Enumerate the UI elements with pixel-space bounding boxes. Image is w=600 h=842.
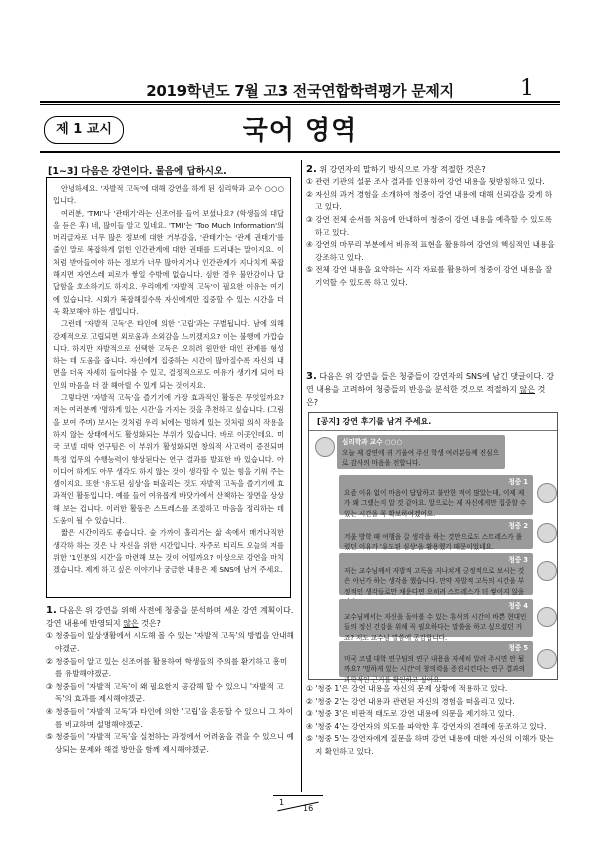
total-pages: 16 (303, 804, 314, 813)
comment-bubble (339, 599, 533, 642)
answer-option[interactable]: ④ '청중 4'는 강연자의 의도를 파악한 후 강연자의 견해에 동조하고 있다. (306, 721, 547, 731)
answer-option[interactable]: ② 청중들이 알고 있는 신조어를 활용하여 학생들의 주의를 환기하고 흥미를 유발해야겠군. (46, 656, 288, 679)
passage-paragraph: 안녕하세요. '자발적 고독'에 대해 강연을 하게 된 심리학과 교수 ○○○입니다. (53, 184, 284, 206)
stem-underlined: 않은 (123, 619, 139, 629)
header-rule (40, 101, 560, 103)
comment-text: 미국 코넬 대학 연구팀의 연구 내용을 자세히 알려 주시면 안 될까요? '멍하게 있는 시간'이 창의력을 증진시킨다는 연구 결과의 과학적인 근거를 확인하고 싶어요. (344, 654, 526, 684)
audience-avatar-icon (537, 607, 557, 627)
comment-text: 겨울 방학 때 여행을 갈 생각을 하는 것만으로도 스트레스가 풀렸던 이유가 '유도된 심상'을 활용했기 때문이었네요. (344, 532, 523, 551)
question-number: 3. (306, 371, 317, 382)
answer-option[interactable]: ① 청중들이 일상생활에서 시도해 볼 수 있는 '자발적 고독'의 방법을 안내해야겠군. (46, 631, 294, 653)
session-badge: 제 1 교시 (44, 116, 124, 144)
question-2 (306, 163, 556, 290)
comment-author: 청중 2 (508, 522, 528, 530)
current-page: 1 (279, 798, 285, 807)
answer-option[interactable]: ① 관련 기관의 설문 조사 결과를 인용하여 강연 내용을 뒷받침하고 있다. (306, 177, 545, 187)
passage-paragraph: 여러분, 'TMI'나 '관태기'라는 신조어를 들어 보셨나요? (학생들의 대답을 듣은 후) 네, 많이들 알고 있네요. 'TMI'는 'Too Much Information'의 머리글자로 너무 많은 정보에 대한 거부감을, '관태기'는 '관계 권태기'를 줄인 말로 복잡하게 얽힌 인간관계에 대한 권태를 드러내는 말이지요. 이처럼 받아들여야 하는 정보가 너무 많아지거나 인간관계가 지나치게 복잡해지면 자연스레 피로가 쌓일 수밖에 없습니다. 심한 경우 불안감이나 답답함을 호소하기도 하지요. 우리에게 '자발적 고독'이 필요한 이유는 여기에 있습니다. 시회가 복잡해질수록 자신에게만 집중할 수 있는 시간을 더욱 확보해야 하는 셈입니다. (53, 208, 284, 316)
column-divider (301, 160, 302, 792)
question-3-options (306, 683, 556, 759)
question-stem (46, 604, 294, 630)
answer-option[interactable]: ④ 강연의 마무리 부분에서 비유적 표현을 활용하여 강연의 핵심적인 내용을 강조하고 있다. (306, 240, 555, 262)
stem-end: 것은? (306, 385, 546, 408)
sns-comment-box (308, 412, 558, 684)
passage-paragraph: 그렇다면 '자발적 고독'을 즐기기에 가장 효과적인 활동은 무엇일까요? 저는 여러분께 '명하게 있는 시간'을 가지는 것을 추천하고 싶습니다. (그림을 보여 주며) 보시는 것처럼 우리 뇌에는 멍하게 있는 것처럼 의식 작용을 하지 않는 상태에서도 활성화되는 부위가 있습니다. 바로 이곳인데요. 미국 코넬 대학 연구팀은 이 부위가 활성화되면 창의적 사고력이 증진되며 특정 업무의 수행능력이 향상된다는 연구 결과를 발표한 바 있습니다. 아이디어 하게도 아무 생각도 하지 않는 것이 생각할 수 있는 힘을 기워 주는 셈이지요. 또한 '유도된 심상'을 떠올리는 것도 자발적 고독을 즐기기에 효과적인 활동입니다. 예를 들어 여유롭게 바닷가에서 산책하는 장면을 상상해 보는 겁니다. 이러한 활동은 스트레스를 조절하고 마음을 정리하는 데 도움이 될 수 있습니다. (53, 393, 284, 526)
comment-text: 요즘 이유 없이 마음이 답답하고 불안한 적이 많았는데, 이제 제가 왜 그랬는지 알 것 같아요. 앞으로는 제 자신에게만 집중할 수 있는 시간을 꼭 확보하여겠어요. (344, 488, 527, 518)
stem-text: 위 강연자의 말하기 방식으로 가장 적절한 것은? (319, 165, 486, 174)
question-number: 1. (46, 605, 57, 616)
answer-option[interactable]: ③ 청중들이 '자발적 고독'이 왜 필요한지 공감해 할 수 있으니 '자발적 고독'의 효과를 제시해야겠군. (46, 681, 284, 704)
comment-author: 청중 3 (508, 556, 528, 564)
answer-option[interactable]: ⑤ 전체 강연 내용을 요약하는 시각 자료를 활용하여 청중이 강연 내용을 잘 기억할 수 있도록 하고 있다. (306, 265, 553, 287)
subject-title: 국어 영역 (242, 116, 358, 146)
subject-rule (40, 151, 560, 153)
audience-avatar-icon (537, 523, 557, 543)
answer-option[interactable]: ② '청중 2'는 강연 내용과 관련된 자신의 경험을 떠올리고 있다. (306, 696, 515, 706)
comment-bubble (339, 641, 533, 684)
passage-paragraph: 그런데 '자발적 고독'은 타인에 의한 '고립'과는 구별됩니다. 남에 의해 강제적으로 고립되면 외로움과 소외감을 느끼겠지요? 이는 불행에 가깝습니다. 하지만 자발적으로 선택한 고독은 오히려 원만한 대인 관계를 형성하는 데 도움을 줍니다. 자신에게 집중하는 시간이 많아질수록 자신의 내면을 더욱 자세히 들여다볼 수 있고, 결정적으로도 여유가 생기게 되어 타인의 마음을 더 잘 헤아릴 수 있게 되는 것이지요. (53, 319, 284, 390)
answer-option[interactable]: ① '청중 1'은 강연 내용을 자신의 문제 상황에 적용하고 있다. (306, 684, 508, 693)
footer-rule (273, 795, 323, 796)
professor-name: 심리학과 교수 ○○○ (342, 438, 403, 446)
stem-text: 다음은 위 강연을 위해 사전에 청중을 분석하며 세운 강연 계획이다. 강연 내용에 반영되지 (46, 606, 294, 629)
answer-option[interactable]: ③ 강연 전체 순서를 처음에 안내하여 청중이 강연 내용을 예측할 수 있도록 하고 있다. (306, 214, 553, 237)
audience-avatar-icon (537, 561, 557, 581)
header-rule-thin (40, 104, 560, 105)
professor-text: 오늘 제 강연에 귀 기울여 주신 학생 여러분들께 진심으로 감사의 마음을 전합니다. (342, 448, 499, 467)
audience-avatar-icon (537, 649, 557, 669)
answer-option[interactable]: ③ '청중 3'은 비판적 태도로 강연 내용에 의문을 제기하고 있다. (306, 709, 515, 719)
comment-author: 청중 5 (508, 644, 528, 652)
answer-option[interactable]: ⑤ '청중 5'는 강연자에게 질문을 하며 강연 내용에 대한 자신의 이해가 맞는지 확인하고 있다. (306, 734, 554, 756)
comment-text: 교수님께서는 자신을 돌아볼 수 있는 휴식의 시간이 바쁜 현대인들의 정신 건강을 위해 꼭 필요하다는 말씀을 하고 싶으셨던 거죠? 저도 교수님 말씀에 공감합니다. (344, 612, 527, 642)
audience-avatar-icon (537, 483, 557, 503)
page-number: 1 (520, 76, 534, 101)
question-stem (306, 163, 556, 176)
passage-header: [1~3] 다음은 강연이다. 물음에 답하시오. (48, 166, 227, 177)
question-3 (306, 370, 556, 410)
stem-text: 다음은 위 강연을 들은 청중들이 강연자의 SNS에 남긴 댓글이다. 강연 내용을 고려하여 청중들의 반응을 분석한 것으로 적절하지 (306, 372, 555, 395)
passage-paragraph: 짧은 시간이라도 좋습니다. 숲 가까이 홀리거는 삶 속에서 매거나직한 생각하 하는 것은 나 자신을 위한 시간입니다. 자주로 티리트 오늘의 저를 위한 '1인분의 시간'을 마련해 보는 것이 어떨까요? 이상으로 강연을 마치겠습니다. 제게 하고 싶은 이야기나 궁금한 내용은 제 SNS에 남겨 주세요. (53, 528, 284, 575)
question-1 (46, 604, 294, 756)
answer-option[interactable]: ④ 청중들이 '자발적 고독'과 타인에 의한 '고립'을 혼동할 수 있으니 그 차이를 비교하며 설명해야겠군. (46, 706, 294, 729)
professor-message (337, 435, 505, 469)
comment-bubble (339, 475, 533, 518)
answer-option[interactable]: ② 자신의 과거 경험을 소개하여 청중이 강연 내용에 대해 신뢰감을 갖게 하고 있다. (306, 189, 553, 212)
question-number: 2. (306, 164, 317, 175)
exam-title: 2019학년도 7월 고3 전국연합학력평가 문제지 (146, 82, 454, 100)
sns-notice-header: [공지] 강연 후기를 남겨 주세요. (309, 413, 557, 431)
stem-underlined: 않은 (519, 385, 536, 395)
passage-box (46, 177, 291, 598)
comment-author: 청중 1 (508, 478, 528, 486)
stem-end: 것은? (141, 619, 161, 629)
comment-bubble (339, 553, 533, 595)
comment-bubble (339, 519, 533, 549)
comment-text: 저는 교수님께서 자발적 고독을 지나치게 긍정적으로 보시는 것은 아닌가 하는 생각을 했습니다. 만약 자발적 고독의 시간을 부정적인 생각들로만 채운다면 오히려 스트레스가 더 쌓이지 않을 (344, 566, 525, 596)
professor-avatar-icon (315, 437, 335, 457)
page-indicator (273, 797, 323, 815)
answer-option[interactable]: ⑤ 청중들이 '자발적 고독'을 실천하는 과정에서 어려움을 겪을 수 있으니 예상되는 문제와 해결 방안을 함께 제시해야겠군. (46, 732, 294, 754)
comment-author: 청중 4 (508, 602, 528, 610)
